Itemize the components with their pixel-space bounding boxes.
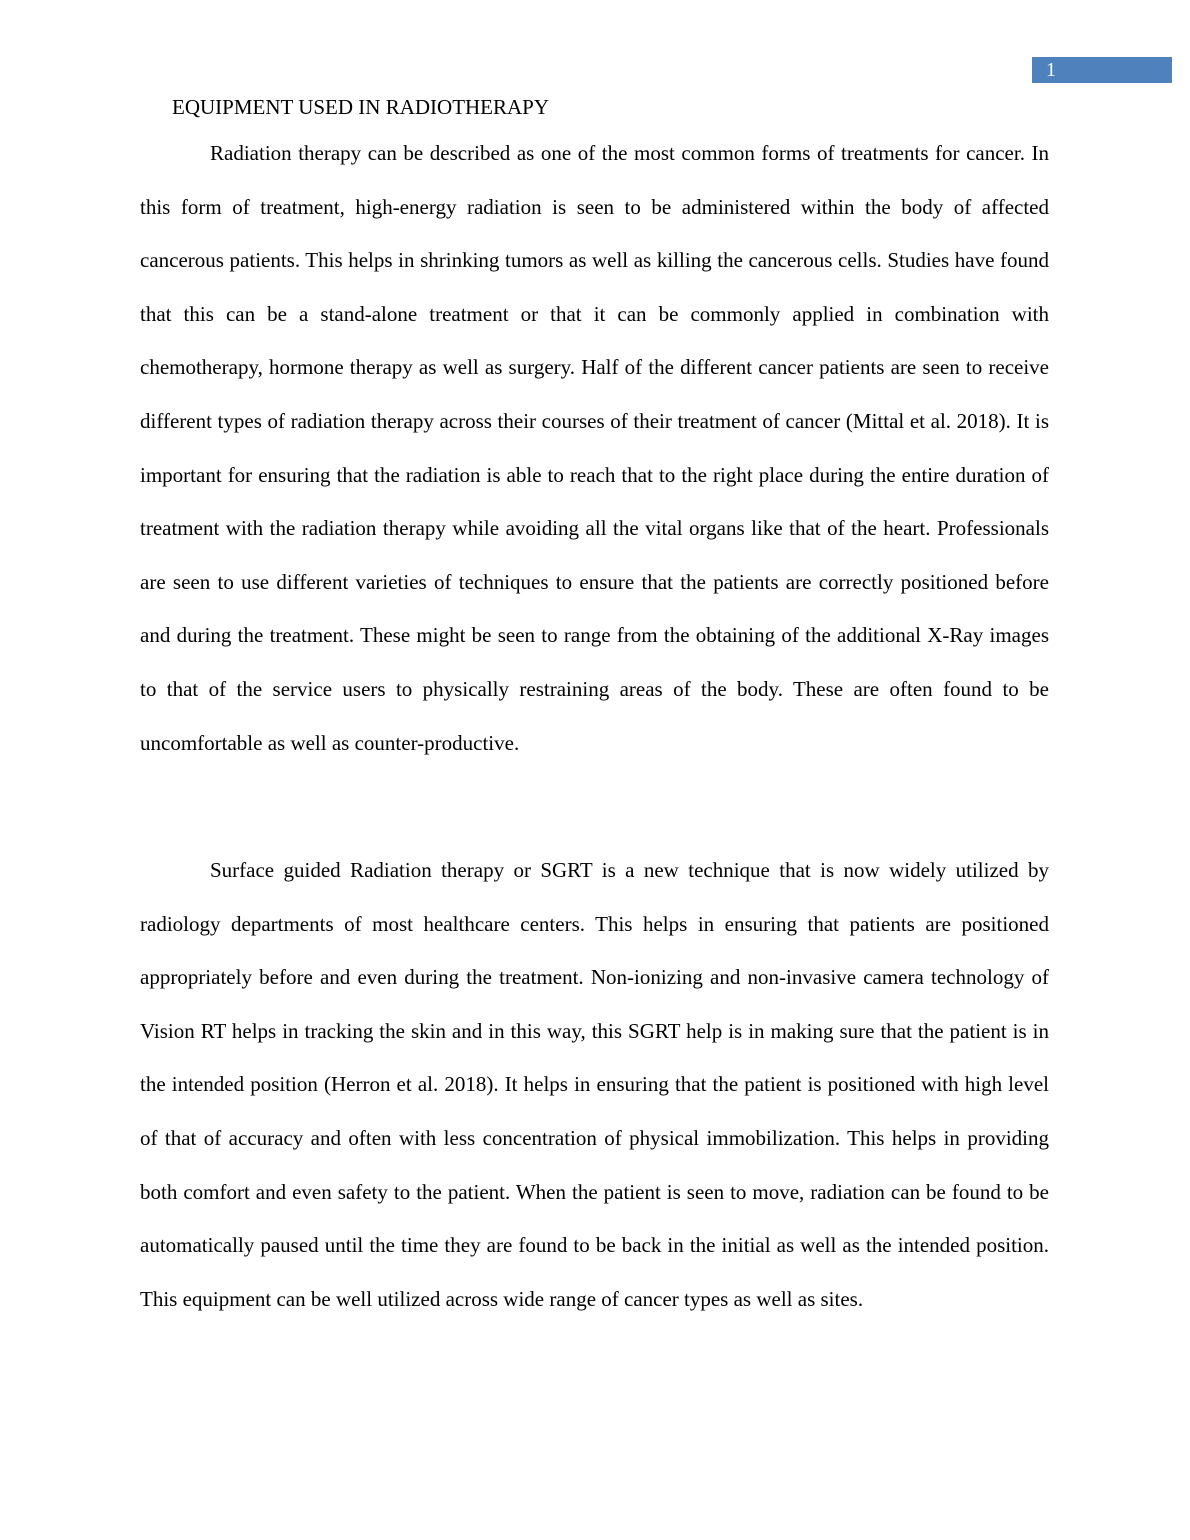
- document-title: EQUIPMENT USED IN RADIOTHERAPY: [172, 95, 550, 119]
- body-paragraph-1: Radiation therapy can be described as one of the most common forms of treatments for cancer. In this form of treatment, high-energy radiation is seen to be administered within the body of affected cancerous patients. This helps in shrinking tumors as well as killing the cancerous cells. Studies have found that this can be a stand-alone treatment or that it can be commonly applied in combination with chemotherapy, hormone therapy as well as surgery. Half of the different cancer patients are seen to receive different types of radiation therapy across their courses of their treatment of cancer (Mittal et al. 2018). It is important for ensuring that the radiation is able to reach that to the right place during the entire duration of treatment with the radiation therapy while avoiding all the vital organs like that of the heart. Professionals are seen to use different varieties of techniques to ensure that the patients are correctly positioned before and during the treatment. These might be seen to range from the obtaining of the additional X-Ray images to that of the service users to physically restraining areas of the body. These are often found to be uncomfortable as well as counter-productive.: [140, 141, 1049, 755]
- page-number-badge: [1032, 57, 1172, 83]
- page-number: 1: [1046, 59, 1056, 81]
- body-paragraph-2: Surface guided Radiation therapy or SGRT is a new technique that is now widely utilized by radiology departments of most healthcare centers. This helps in ensuring that patients are positioned appropriately before and even during the treatment. Non-ionizing and non-invasive camera technology of Vision RT helps in tracking the skin and in this way, this SGRT help is in making sure that the patient is in the intended position (Herron et al. 2018). It helps in ensuring that the patient is positioned with high level of that of accuracy and often with less concentration of physical immobilization. This helps in providing both comfort and even safety to the patient. When the patient is seen to move, radiation can be found to be automatically paused until the time they are found to be back in the initial as well as the intended position. This equipment can be well utilized across wide range of cancer types as well as sites.: [140, 858, 1049, 1311]
